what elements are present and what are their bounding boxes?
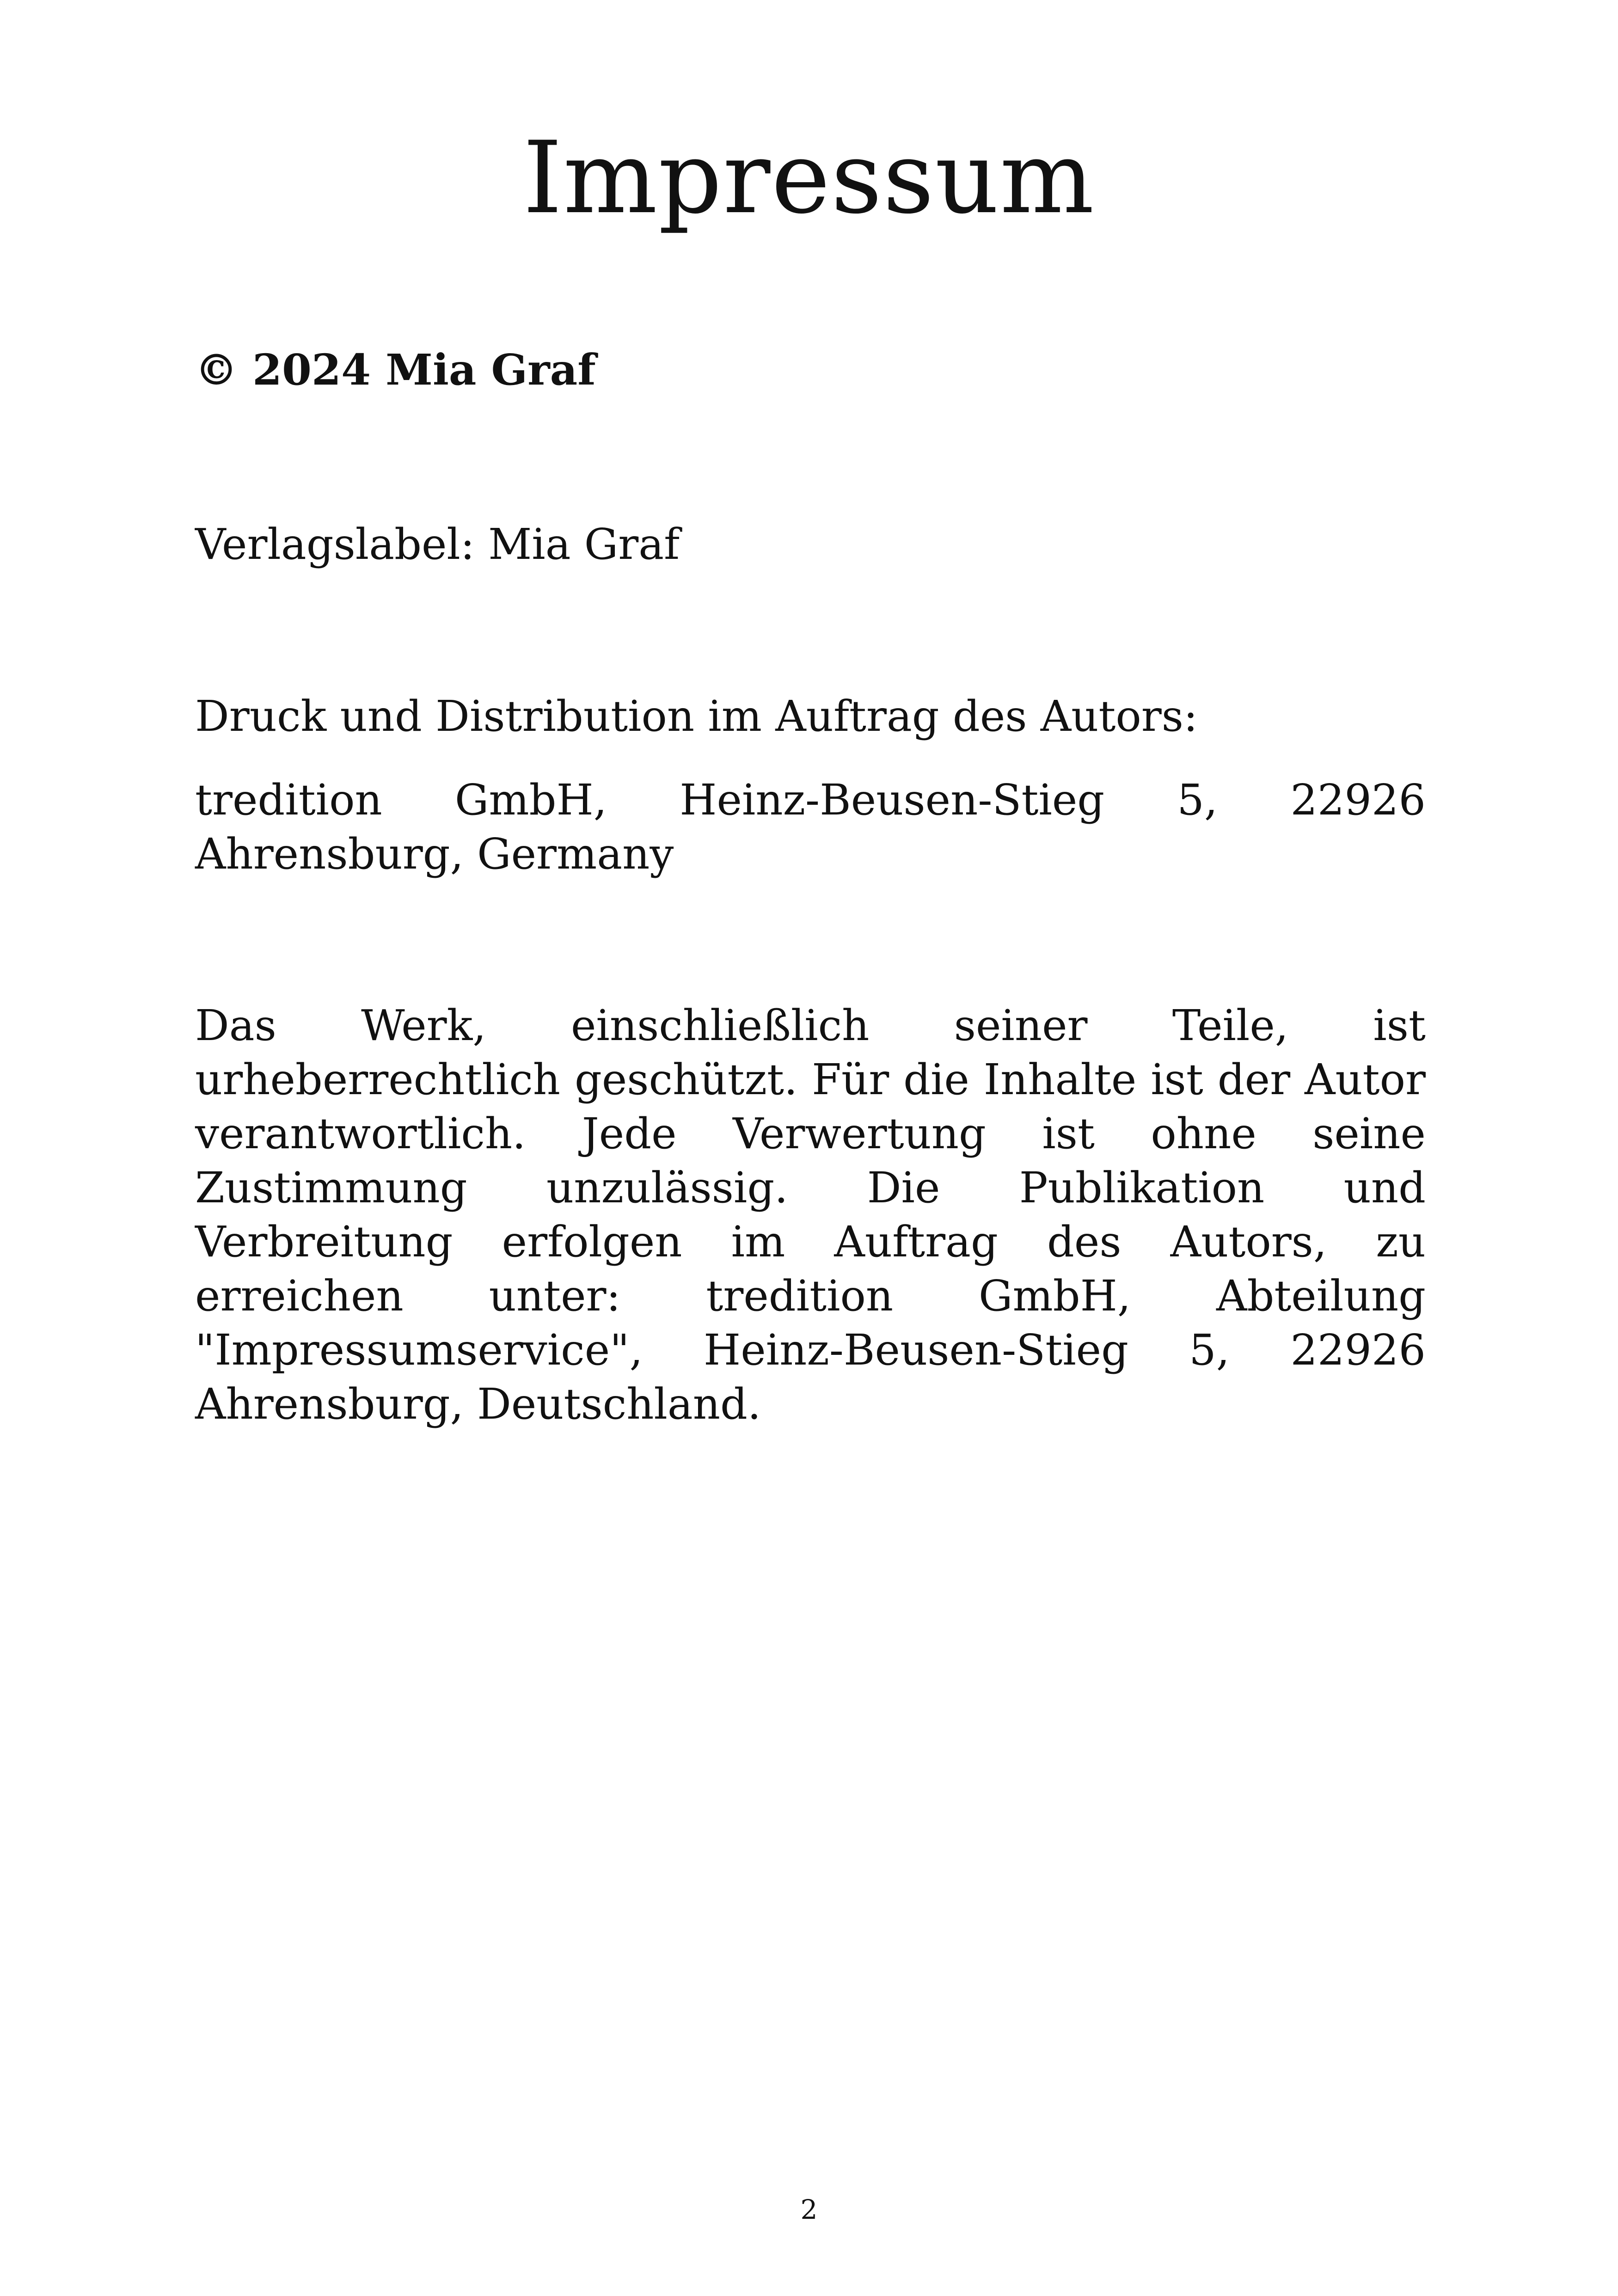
- print-distribution-intro: Druck und Distribution im Auftrag des Autors:: [195, 692, 1198, 741]
- copyright-line: © 2024 Mia Graf: [195, 345, 596, 395]
- publisher-label: Verlagslabel: Mia Graf: [195, 520, 680, 569]
- legal-notice-paragraph: Das Werk, einschließlich seiner Teile, ist urheberrechtlich geschützt. Für die Inhalte ist der Autor verantwortlich. Jede Verwertung ist ohne seine Zustimmung unzulässig. Die Publikation und Verbreitung erfolgen im Auftrag des Autors, zu erreichen unter: tredition GmbH, Abteilung "Impressumservice", Heinz-Beusen-Stieg 5, 22926 Ahrensburg, Deutschland.: [195, 1001, 1426, 1429]
- page-number: 2: [800, 2194, 818, 2225]
- print-distribution-address: tredition GmbH, Heinz-Beusen-Stieg 5, 22926 Ahrensburg, Germany: [195, 775, 1426, 879]
- page-title: Impressum: [523, 120, 1095, 236]
